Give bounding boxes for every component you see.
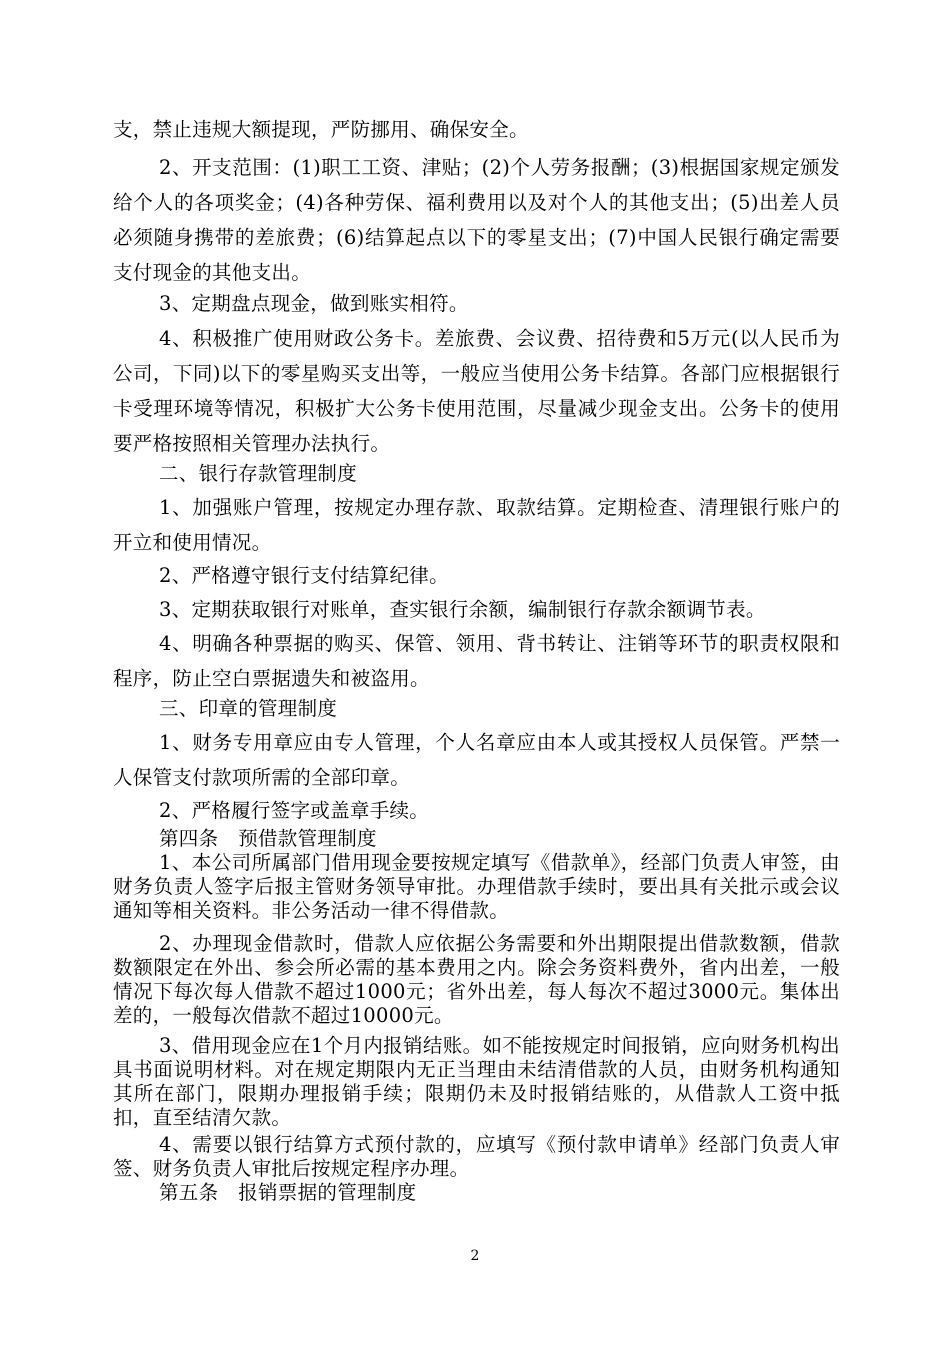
paragraph-seal-custody: 1、财务专用章应由专人管理，个人名章应由本人或其授权人员保管。严禁一人保管支付款项所需的全部印章。: [113, 731, 840, 789]
article-heading-advance-loan: 第四条 预借款管理制度: [159, 827, 377, 850]
paragraph-bank-reconciliation: 3、定期获取银行对账单，查实银行余额，编制银行存款余额调节表。: [159, 598, 766, 621]
paragraph-cash-count: 3、定期盘点现金，做到账实相符。: [159, 292, 469, 315]
paragraph-expense-scope: 2、开支范围：(1)职工工资、津贴；(2)个人劳务报酬；(3)根据国家规定颁发给个人的各项奖金；(4)各种劳保、福利费用以及对个人的其他支出；(5)出差人员必须随身携带的差旅费；(6)结算起点以下的零星支出；(7)中国人民银行确定需要支付现金的其他支出。: [113, 156, 840, 284]
paragraph-loan-limits: 2、办理现金借款时，借款人应依据公务需要和外出期限提出借款数额，借款数额限定在外出、参会所必需的基本费用之内。除会务资料费外，省内出差，一般情况下每次每人借款不超过1000元；省外出差，每人每次不超过3000元。集体出差的，一般每次借款不超过10000元。: [113, 932, 840, 1027]
paragraph-cash-withdrawal-tail: 支，禁止违规大额提现，严防挪用、确保安全。: [113, 118, 529, 141]
paragraph-signature-procedure: 2、严格履行签字或盖章手续。: [159, 799, 430, 822]
paragraph-official-card: 4、积极推广使用财政公务卡。差旅费、会议费、招待费和5万元(以人民币为公司，下同)以下的零星购买支出等，一般应当使用公务卡结算。各部门应根据银行卡受理环境等情况，积极扩大公务卡使用范围，尽量减少现金支出。公务卡的使用要严格按照相关管理办法执行。: [113, 327, 840, 455]
paragraph-account-management: 1、加强账户管理，按规定办理存款、取款结算。定期检查、清理银行账户的开立和使用情况。: [113, 496, 840, 554]
section-heading-seal: 三、印章的管理制度: [159, 697, 338, 720]
paragraph-loan-repayment: 3、借用现金应在1个月内报销结账。如不能按规定时间报销，应向财务机构出具书面说明材料。对在规定期限内无正当理由未结清借款的人员，由财务机构通知其所在部门，限期办理报销手续；限期仍未及时报销结账的，从借款人工资中抵扣，直至结清欠款。: [113, 1034, 840, 1129]
paragraph-bill-management: 4、明确各种票据的购买、保管、领用、背书转让、注销等环节的职责权限和程序，防止空白票据遗失和被盗用。: [113, 632, 840, 690]
paragraph-prepayment: 4、需要以银行结算方式预付款的，应填写《预付款申请单》经部门负责人审签、财务负责人审批后按规定程序办理。: [113, 1133, 840, 1180]
section-heading-bank-deposit: 二、银行存款管理制度: [159, 462, 358, 485]
paragraph-loan-application: 1、本公司所属部门借用现金要按规定填写《借款单》，经部门负责人审签，由财务负责人签字后报主管财务领导审批。办理借款手续时，要出具有关批示或会议通知等相关资料。非公务活动一律不得借款。: [113, 851, 840, 922]
paragraph-settlement-discipline: 2、严格遵守银行支付结算纪律。: [159, 564, 449, 587]
article-heading-reimbursement: 第五条 报销票据的管理制度: [159, 1181, 417, 1204]
page-number: 2: [470, 1248, 480, 1264]
